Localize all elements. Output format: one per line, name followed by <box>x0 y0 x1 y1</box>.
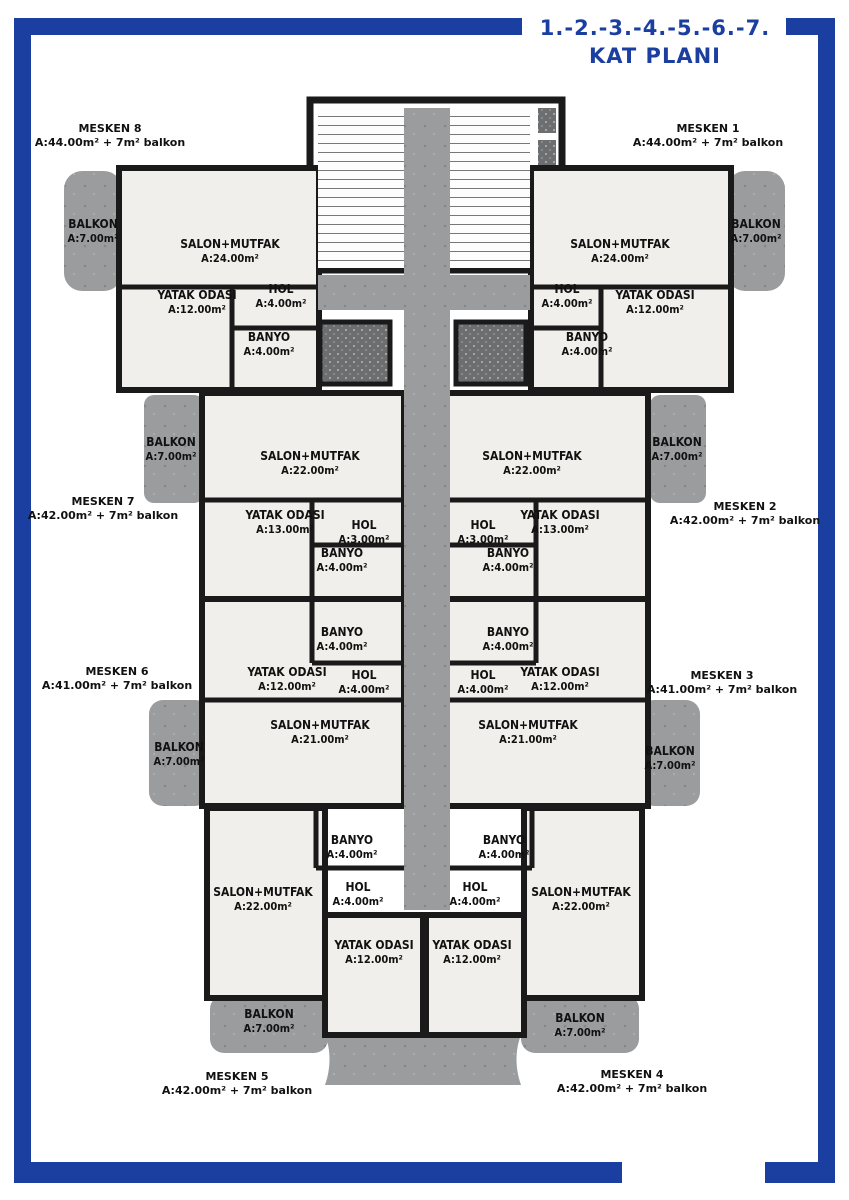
room-area: A:21.00m² <box>499 733 557 746</box>
stairwell-right <box>450 108 530 268</box>
room-name: HOL <box>351 668 377 682</box>
unit-area: A:42.00m² + 7m² balkon <box>556 1082 708 1095</box>
unit-name: MESKEN 8 <box>78 122 142 135</box>
room-name: YATAK ODASI <box>247 665 327 679</box>
plan-title: KAT PLANI <box>589 44 721 68</box>
room-name: BALKON <box>244 1007 294 1021</box>
room-area: A:7.00m² <box>651 450 703 463</box>
room-area: A:13.00m² <box>256 523 314 536</box>
room-area: A:12.00m² <box>258 680 316 693</box>
balcony-mesken7 <box>144 395 204 503</box>
room-area: A:3.00m² <box>457 533 509 546</box>
room-area: A:12.00m² <box>168 303 226 316</box>
balcony-mesken2 <box>650 395 706 503</box>
balcony-mesken8 <box>64 171 122 291</box>
unit-name: MESKEN 3 <box>690 669 754 682</box>
room-area: A:7.00m² <box>67 232 119 245</box>
room-area: A:4.00m² <box>316 561 368 574</box>
stairwell-left <box>318 108 404 268</box>
room-name: BALKON <box>731 217 781 231</box>
room-name: SALON+MUTFAK <box>270 718 370 732</box>
room-area: A:7.00m² <box>153 755 205 768</box>
room-name: BALKON <box>146 435 196 449</box>
room-name: BALKON <box>652 435 702 449</box>
room-name: YATAK ODASI <box>432 938 512 952</box>
room-area: A:22.00m² <box>503 464 561 477</box>
elevator-shaft-right <box>456 322 526 384</box>
room-name: HOL <box>470 518 496 532</box>
room-name: BANYO <box>320 546 364 560</box>
room-name: SALON+MUTFAK <box>260 449 360 463</box>
unit-area: A:44.00m² + 7m² balkon <box>34 136 186 149</box>
room-area: A:12.00m² <box>345 953 403 966</box>
room-name: YATAK ODASI <box>334 938 414 952</box>
room-area: A:7.00m² <box>243 1022 295 1035</box>
room-name: YATAK ODASI <box>615 288 695 302</box>
room-name: SALON+MUTFAK <box>482 449 582 463</box>
unit-name: MESKEN 1 <box>676 122 740 135</box>
room-name: BANYO <box>486 625 530 639</box>
room-name: YATAK ODASI <box>157 288 237 302</box>
room-name: YATAK ODASI <box>245 508 325 522</box>
room-name: BANYO <box>320 625 364 639</box>
room-area: A:4.00m² <box>457 683 509 696</box>
room-name: YATAK ODASI <box>520 508 600 522</box>
room-area: A:4.00m² <box>561 345 613 358</box>
room-area: A:4.00m² <box>255 297 307 310</box>
room-area: A:22.00m² <box>281 464 339 477</box>
unit-area: A:41.00m² + 7m² balkon <box>41 679 193 692</box>
room-area: A:4.00m² <box>243 345 295 358</box>
room-area: A:22.00m² <box>552 900 610 913</box>
unit-area: A:44.00m² + 7m² balkon <box>632 136 784 149</box>
balcony-mesken1 <box>727 171 785 291</box>
room-area: A:4.00m² <box>326 848 378 861</box>
shaft-small-1 <box>538 108 556 133</box>
bedroom-4-floor <box>426 915 524 1035</box>
room-name: BANYO <box>330 833 374 847</box>
room-name: BALKON <box>68 217 118 231</box>
room-name: YATAK ODASI <box>520 665 600 679</box>
unit-area: A:42.00m² + 7m² balkon <box>669 514 821 527</box>
room-area: A:7.00m² <box>730 232 782 245</box>
unit-7-floor <box>202 393 404 599</box>
room-name: BANYO <box>486 546 530 560</box>
room-area: A:21.00m² <box>291 733 349 746</box>
bedroom-5-floor <box>325 915 423 1035</box>
room-area: A:22.00m² <box>234 900 292 913</box>
room-name: HOL <box>554 282 580 296</box>
floors-title: 1.-2.-3.-4.-5.-6.-7. <box>539 16 771 40</box>
elevator-shaft-left <box>320 322 390 384</box>
room-name: SALON+MUTFAK <box>531 885 631 899</box>
room-area: A:4.00m² <box>316 640 368 653</box>
room-area: A:4.00m² <box>338 683 390 696</box>
room-name: SALON+MUTFAK <box>478 718 578 732</box>
unit-name: MESKEN 6 <box>85 665 149 678</box>
room-area: A:4.00m² <box>482 561 534 574</box>
unit-name: MESKEN 2 <box>713 500 777 513</box>
unit-area: A:41.00m² + 7m² balkon <box>646 683 798 696</box>
room-name: BALKON <box>154 740 204 754</box>
room-area: A:7.00m² <box>145 450 197 463</box>
room-name: HOL <box>470 668 496 682</box>
room-name: BANYO <box>247 330 291 344</box>
room-name: BALKON <box>645 744 695 758</box>
room-name: HOL <box>462 880 488 894</box>
room-area: A:24.00m² <box>201 252 259 265</box>
room-area: A:4.00m² <box>478 848 530 861</box>
room-name: SALON+MUTFAK <box>213 885 313 899</box>
room-name: SALON+MUTFAK <box>180 237 280 251</box>
room-area: A:7.00m² <box>554 1026 606 1039</box>
room-name: BANYO <box>565 330 609 344</box>
unit-name: MESKEN 4 <box>600 1068 664 1081</box>
room-area: A:13.00m² <box>531 523 589 536</box>
unit-area: A:42.00m² + 7m² balkon <box>27 509 179 522</box>
room-name: SALON+MUTFAK <box>570 237 670 251</box>
room-area: A:24.00m² <box>591 252 649 265</box>
room-area: A:4.00m² <box>332 895 384 908</box>
shaft-small-2 <box>538 140 556 165</box>
room-name: HOL <box>268 282 294 296</box>
room-area: A:4.00m² <box>449 895 501 908</box>
room-area: A:12.00m² <box>531 680 589 693</box>
room-area: A:3.00m² <box>338 533 390 546</box>
room-name: BALKON <box>555 1011 605 1025</box>
room-name: BANYO <box>482 833 526 847</box>
unit-2-floor <box>446 393 648 599</box>
room-area: A:4.00m² <box>541 297 593 310</box>
room-area: A:12.00m² <box>443 953 501 966</box>
room-area: A:12.00m² <box>626 303 684 316</box>
room-name: HOL <box>345 880 371 894</box>
room-area: A:7.00m² <box>644 759 696 772</box>
room-area: A:4.00m² <box>482 640 534 653</box>
unit-area: A:42.00m² + 7m² balkon <box>161 1084 313 1097</box>
unit-name: MESKEN 7 <box>71 495 135 508</box>
unit-name: MESKEN 5 <box>205 1070 269 1083</box>
room-name: HOL <box>351 518 377 532</box>
balcony-bay <box>325 1035 521 1085</box>
